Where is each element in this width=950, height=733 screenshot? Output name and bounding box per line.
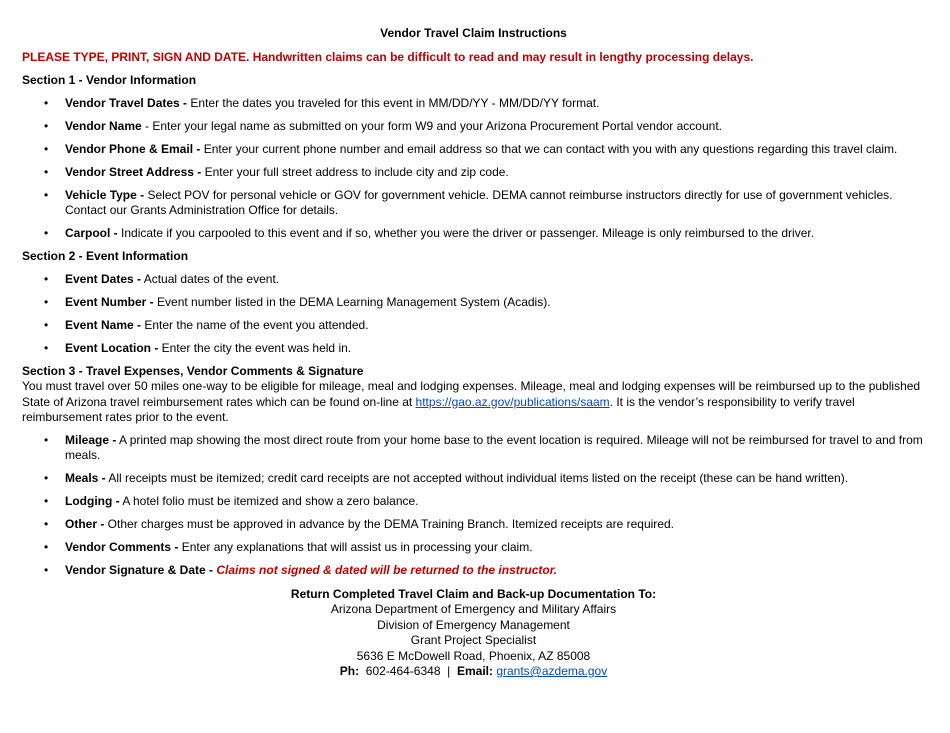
section2-list xyxy=(22,272,925,357)
email-link[interactable]: grants@azdema.gov xyxy=(496,664,608,678)
list-item: • Event Number - Event number listed in the DEMA Learning Management System (Acadis). xyxy=(44,294,551,309)
section3-heading: Section 3 - Travel Expenses, Vendor Comments & Signature xyxy=(22,363,364,378)
bullet-icon: • xyxy=(44,517,49,531)
section1-heading: Section 1 - Vendor Information xyxy=(22,73,197,87)
list-item-signature: • Vendor Signature & Date - Claims not signed & dated will be returned to the instructor. xyxy=(44,563,558,577)
return-division: Division of Emergency Management xyxy=(377,617,570,632)
return-address-block xyxy=(22,587,925,680)
list-item: • Carpool - Indicate if you carpooled to this event and if so, whether you were the driver or passenger. Mileage is only reimbursed to the driver. xyxy=(44,226,815,240)
return-org: Arizona Department of Emergency and Military Affairs xyxy=(330,602,617,616)
list-item: • Mileage - A printed map showing the most direct route from your home base to the event location is required. Mileage will not be reimbursed for travel to and from meals. xyxy=(44,432,923,462)
list-item: • Vendor Name - Enter your legal name as submitted on your form W9 and your Arizona Procurement Portal vendor account. xyxy=(44,118,722,133)
bullet-icon: • xyxy=(44,271,49,286)
bullet-icon: • xyxy=(44,95,49,110)
bullet-icon: • xyxy=(44,164,49,179)
list-item: • Event Dates - Actual dates of the event. xyxy=(44,271,280,286)
bullet-icon: • xyxy=(44,141,49,156)
bullet-icon: • xyxy=(44,317,49,332)
signature-warning: Claims not signed & dated will be returned to the instructor. xyxy=(216,563,558,577)
bullet-icon: • xyxy=(44,563,49,577)
bullet-icon: • xyxy=(44,118,49,133)
phone-number: 602-464-6348 xyxy=(365,664,441,678)
list-item: • Vendor Comments - Enter any explanations that will assist us in processing your claim. xyxy=(44,540,533,554)
section1-list xyxy=(22,96,925,242)
contact-line: Ph: 602-464-6348 | Email: grants@azdema.gov xyxy=(339,664,608,678)
bullet-icon: • xyxy=(44,340,49,355)
instructions-page xyxy=(22,26,925,680)
return-heading: Return Completed Travel Claim and Back-up Documentation To: xyxy=(290,586,657,601)
bullet-icon: • xyxy=(44,432,49,447)
bullet-icon: • xyxy=(44,471,49,485)
return-role: Grant Project Specialist xyxy=(410,633,537,647)
page-title: Vendor Travel Claim Instructions xyxy=(380,26,567,40)
section3-intro: You must travel over 50 miles one-way to be eligible for mileage, meal and lodging expenses. Mileage, meal and lodging expenses will be reimbursed up to the published State of Arizona travel reimbursement rates which can be found on-line at https://gao.az.gov/publications/saam. It is the vendor’s responsibility to verify travel reimbursement rates prior to the event. xyxy=(22,379,921,424)
list-item: • Meals - All receipts must be itemized; credit card receipts are not accepted without individual items listed on the receipt (these can be hand written). xyxy=(44,471,849,485)
bullet-icon: • xyxy=(44,226,49,240)
warning-notice: PLEASE TYPE, PRINT, SIGN AND DATE. Handwritten claims can be difficult to read and may result in lengthy processing delays. xyxy=(22,49,754,64)
return-address: 5636 E McDowell Road, Phoenix, AZ 85008 xyxy=(356,648,591,663)
list-item: • Vendor Travel Dates - Enter the dates you traveled for this event in MM/DD/YY - MM/DD/YY format. xyxy=(44,95,600,110)
list-item: • Vendor Street Address - Enter your full street address to include city and zip code. xyxy=(44,164,509,179)
section3-list xyxy=(22,433,925,579)
list-item: • Vendor Phone & Email - Enter your current phone number and email address so that we can contact with you with any questions regarding this travel claim. xyxy=(44,141,898,156)
list-item: • Event Name - Enter the name of the event you attended. xyxy=(44,317,369,332)
bullet-icon: • xyxy=(44,494,49,508)
bullet-icon: • xyxy=(44,187,49,202)
bullet-icon: • xyxy=(44,294,49,309)
list-item: • Lodging - A hotel folio must be itemized and show a zero balance. xyxy=(44,494,419,508)
saam-link[interactable]: https://gao.az.gov/publications/saam xyxy=(415,394,610,409)
section2-heading: Section 2 - Event Information xyxy=(22,249,189,263)
list-item: • Other - Other charges must be approved in advance by the DEMA Training Branch. Itemized receipts are required. xyxy=(44,517,674,531)
list-item: • Vehicle Type - Select POV for personal vehicle or GOV for government vehicle. DEMA cannot reimburse instructors directly for use of government vehicles. Contact our Grants Administration Office for details. xyxy=(44,187,893,217)
list-item: • Event Location - Enter the city the event was held in. xyxy=(44,340,352,355)
bullet-icon: • xyxy=(44,540,49,554)
